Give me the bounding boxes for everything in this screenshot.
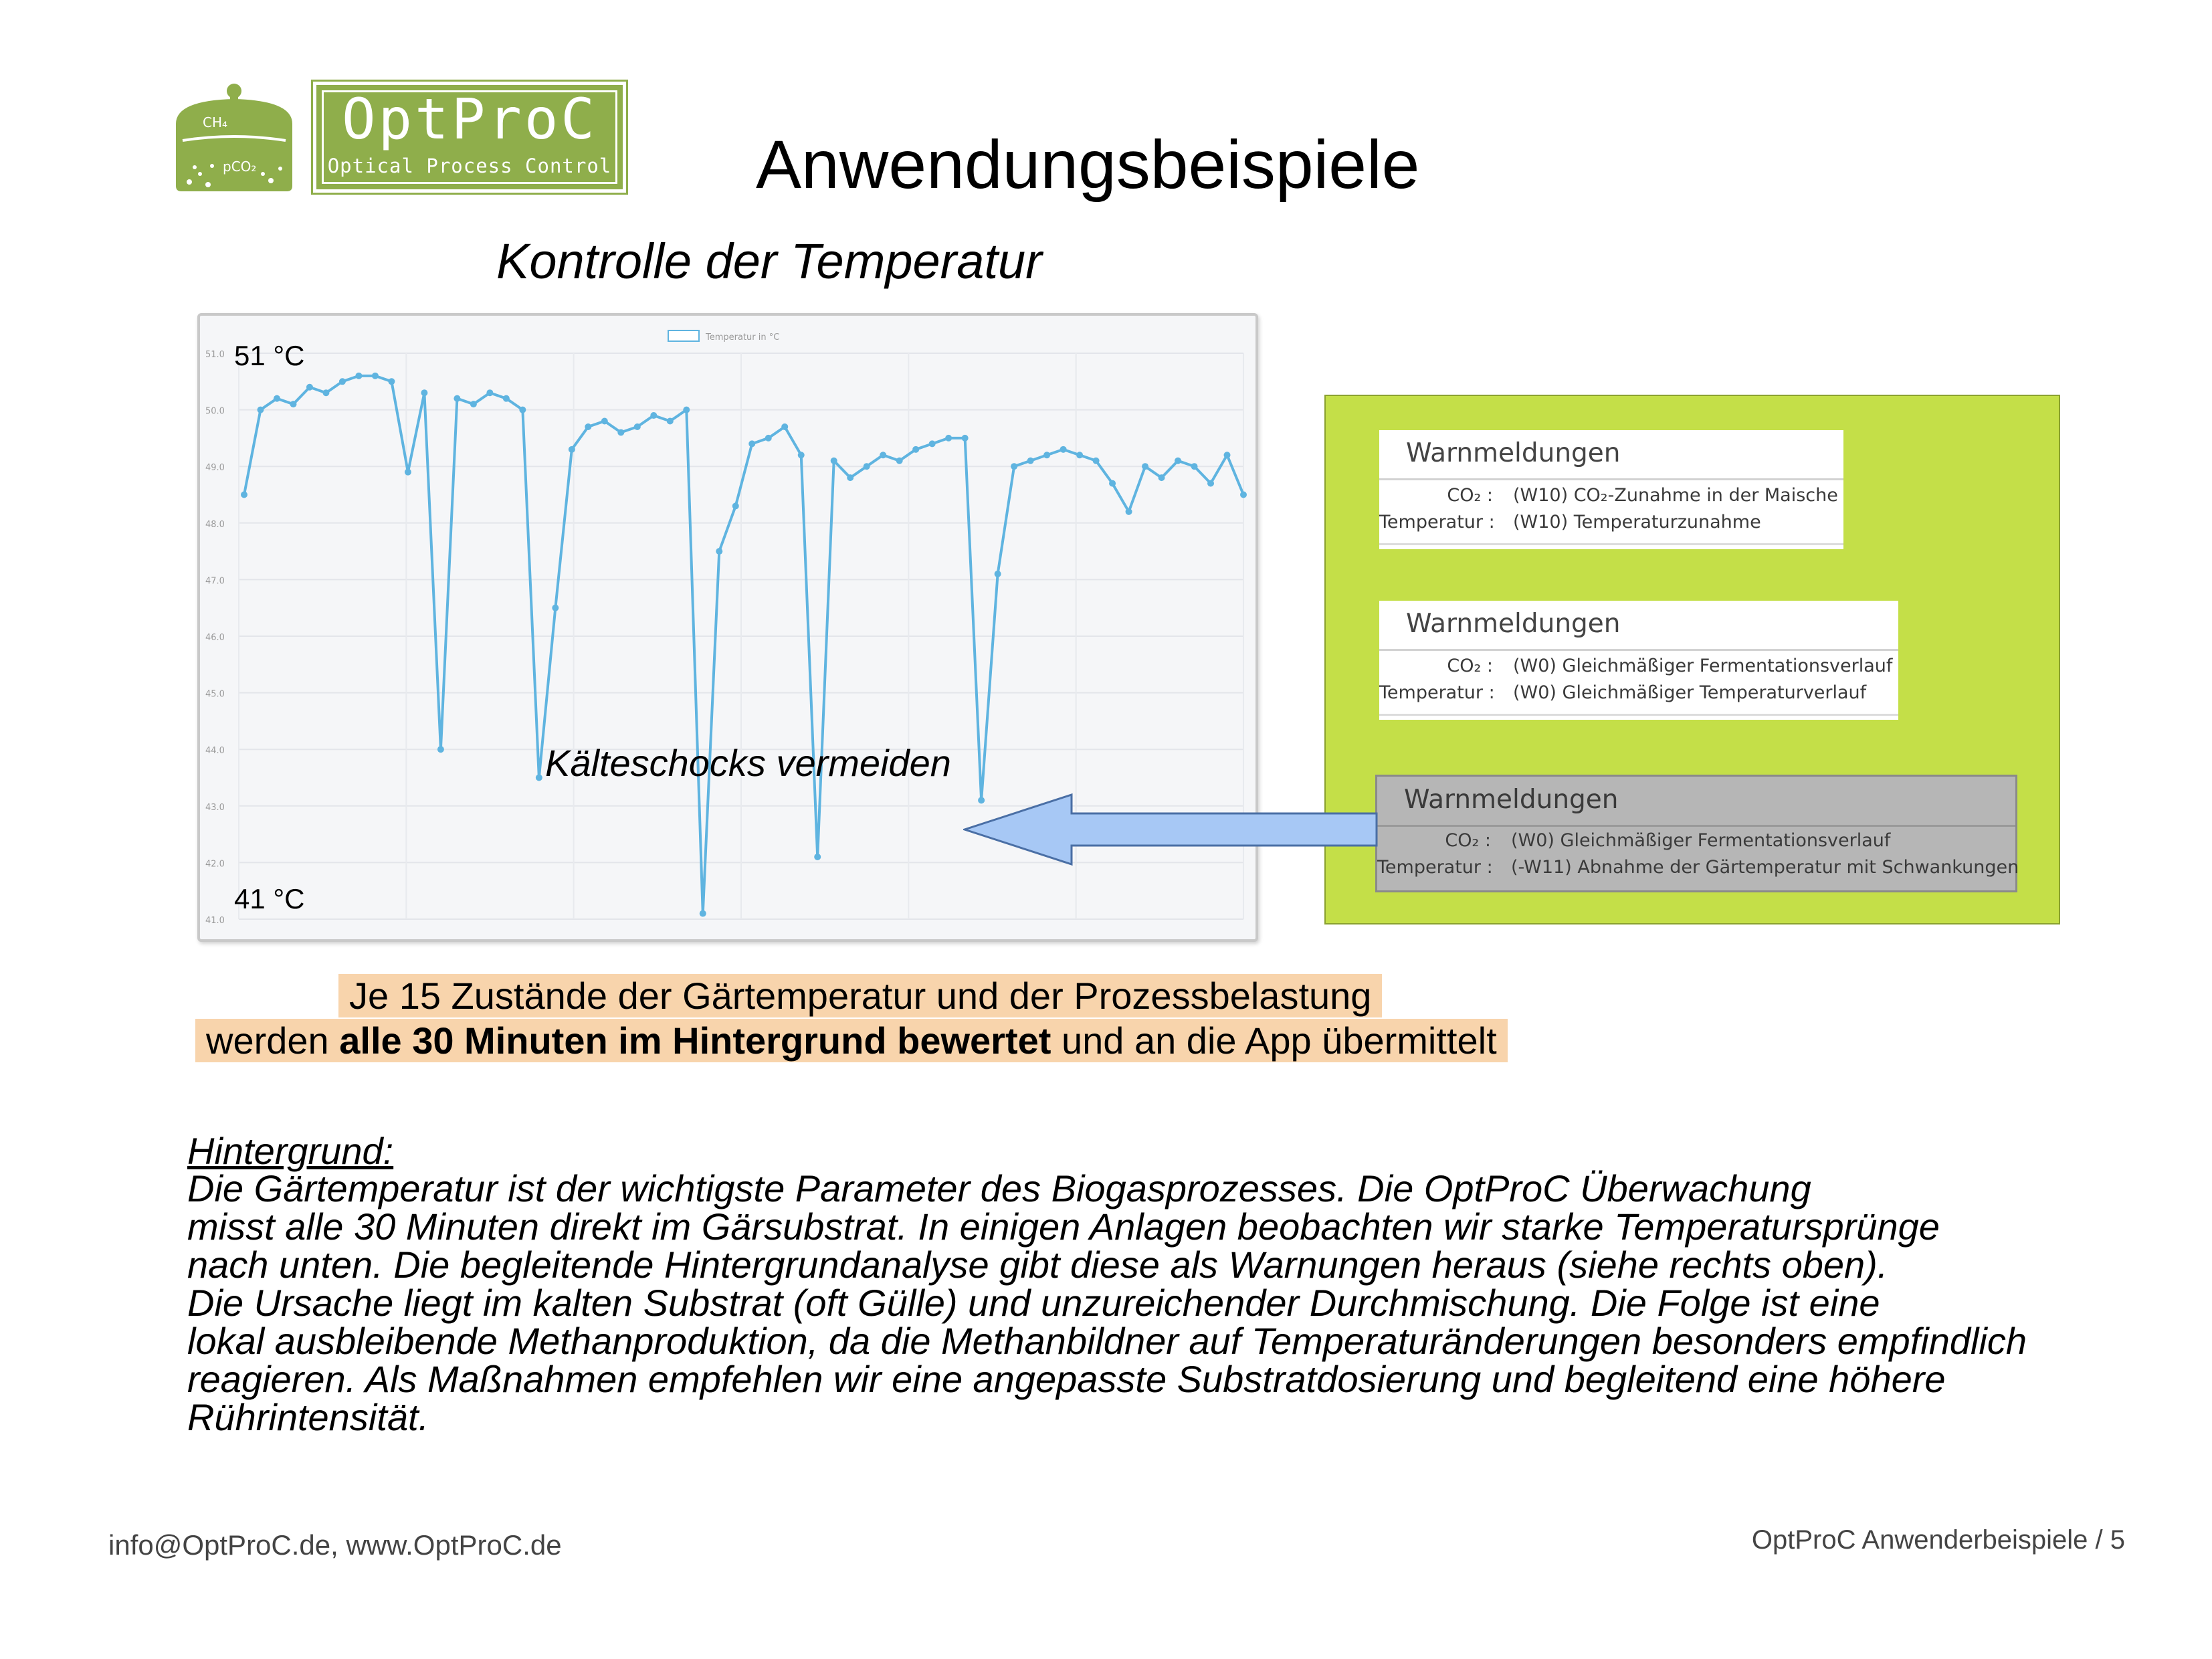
data-point xyxy=(536,775,542,781)
footer-contact: info@OptProC.de, www.OptProC.de xyxy=(108,1529,562,1561)
data-point xyxy=(912,446,919,453)
svg-text:CH₄: CH₄ xyxy=(203,114,228,130)
data-point xyxy=(257,407,264,413)
data-point xyxy=(1240,492,1247,498)
paragraph-line: misst alle 30 Minuten direkt im Gärsubstrat. In einigen Anlagen beobachten wir starke Temperatursprünge xyxy=(187,1205,1940,1248)
data-point xyxy=(765,435,772,442)
warning-key: CO₂ : xyxy=(1447,485,1493,506)
paragraph-line: Die Ursache liegt im kalten Substrat (oft Gülle) und unzureichender Durchmischung. Die Folge ist eine xyxy=(187,1282,1880,1324)
background-heading: Hintergrund: xyxy=(187,1130,394,1172)
data-point xyxy=(732,502,739,509)
warning-value: (W10) CO₂-Zunahme in der Maische xyxy=(1513,485,1838,506)
data-point xyxy=(650,412,657,419)
warning-value: (W0) Gleichmäßiger Fermentationsverlauf xyxy=(1511,830,1891,851)
page-title: Anwendungsbeispiele xyxy=(756,126,1420,203)
data-point xyxy=(355,373,362,379)
legend-swatch xyxy=(668,330,699,341)
logo-wordmark xyxy=(313,82,626,193)
data-point xyxy=(339,378,346,385)
data-point xyxy=(716,548,722,555)
data-point xyxy=(372,373,379,379)
warning-value: (W0) Gleichmäßiger Fermentationsverlauf xyxy=(1513,656,1893,676)
warning-key: Temperatur : xyxy=(1379,512,1495,532)
data-point xyxy=(388,378,395,385)
data-point xyxy=(814,854,821,860)
left-arrow-icon xyxy=(963,793,1378,866)
data-point xyxy=(1207,480,1214,487)
data-point xyxy=(781,423,788,430)
data-point xyxy=(470,401,477,407)
logo-title: OptProC xyxy=(341,86,597,152)
data-point xyxy=(1093,458,1100,464)
paragraph-line: reagieren. Als Maßnahmen empfehlen wir eine angepasste Substratdosierung und begleitend eine höhere xyxy=(187,1358,1946,1400)
warning-value: (-W11) Abnahme der Gärtemperatur mit Schwankungen xyxy=(1511,857,2019,878)
y-tick-label: 49.0 xyxy=(205,463,225,474)
chart-annotation: Kälteschocks vermeiden xyxy=(545,742,951,784)
paragraph-line: lokal ausbleibende Methanproduktion, da die Methanbildner auf Temperaturänderungen besonders empfindlich xyxy=(187,1320,2027,1362)
data-point xyxy=(995,571,1001,577)
data-point xyxy=(437,746,444,753)
data-point xyxy=(552,605,559,611)
data-point xyxy=(421,389,427,396)
data-point xyxy=(274,395,280,402)
warning-key: CO₂ : xyxy=(1445,830,1491,851)
paragraph-line: Rührintensität. xyxy=(187,1396,429,1438)
y-tick-label: 46.0 xyxy=(205,633,225,643)
data-point xyxy=(962,435,969,442)
y-tick-label: 43.0 xyxy=(205,802,225,813)
data-point xyxy=(847,474,853,481)
data-point xyxy=(241,492,247,498)
data-point xyxy=(683,407,690,413)
chart-max-label: 51 °C xyxy=(234,340,305,371)
y-tick-label: 45.0 xyxy=(205,689,225,700)
y-tick-label: 51.0 xyxy=(205,350,225,360)
warning-title: Warnmeldungen xyxy=(1406,438,1621,468)
data-point xyxy=(880,452,886,458)
data-point xyxy=(634,423,641,430)
data-point xyxy=(1060,446,1067,453)
legend-label: Temperatur in °C xyxy=(706,332,780,343)
warning-key: Temperatur : xyxy=(1379,682,1495,703)
data-point xyxy=(569,446,575,453)
y-tick-label: 47.0 xyxy=(205,576,225,587)
data-point xyxy=(585,423,591,430)
data-point xyxy=(1109,480,1116,487)
summary-bold-text: alle 30 Minuten im Hintergrund bewertet xyxy=(339,1019,1051,1062)
warning-card-3-active xyxy=(1375,775,2017,892)
data-point xyxy=(454,395,460,402)
data-point xyxy=(322,389,329,396)
biogas-tank-icon xyxy=(171,74,298,194)
y-tick-label: 41.0 xyxy=(205,916,225,926)
summary-text: werden xyxy=(206,1019,340,1062)
svg-text:pCO₂: pCO₂ xyxy=(223,159,257,175)
data-point xyxy=(601,418,608,425)
data-point xyxy=(929,440,936,447)
warning-key: CO₂ : xyxy=(1447,656,1493,676)
data-point xyxy=(1043,452,1050,458)
data-point xyxy=(1224,452,1231,458)
data-point xyxy=(1027,458,1034,464)
data-point xyxy=(700,910,706,917)
data-point xyxy=(798,452,805,458)
data-point xyxy=(667,418,674,425)
warning-value: (W10) Temperaturzunahme xyxy=(1513,512,1761,532)
warning-value: (W0) Gleichmäßiger Temperaturverlauf xyxy=(1513,682,1867,703)
data-point xyxy=(1076,452,1083,458)
footer-page-info: OptProC Anwenderbeispiele / 5 xyxy=(1751,1525,2125,1555)
background-paragraph xyxy=(187,1169,2181,1436)
y-tick-label: 50.0 xyxy=(205,406,225,417)
y-tick-label: 44.0 xyxy=(205,746,225,757)
data-point xyxy=(1011,463,1017,470)
data-point xyxy=(519,407,526,413)
paragraph-line: nach unten. Die begleitende Hintergrundanalyse gibt diese als Warnungen heraus (siehe rechts oben). xyxy=(187,1244,1888,1286)
logo-subtitle: Optical Process Control xyxy=(327,155,612,177)
data-point xyxy=(617,429,624,435)
warning-key: Temperatur : xyxy=(1377,857,1493,878)
data-point xyxy=(864,463,870,470)
data-point xyxy=(1142,463,1148,470)
data-point xyxy=(1175,458,1181,464)
data-point xyxy=(748,440,755,447)
data-point xyxy=(405,469,411,476)
data-point xyxy=(1126,508,1132,515)
warning-card-2 xyxy=(1379,601,1898,720)
data-point xyxy=(503,395,510,402)
chart-min-label: 41 °C xyxy=(234,883,305,914)
data-point xyxy=(1159,474,1165,481)
summary-line-2 xyxy=(195,1019,1508,1062)
y-tick-label: 48.0 xyxy=(205,519,225,530)
data-point xyxy=(486,389,493,396)
warning-title: Warnmeldungen xyxy=(1404,785,1619,815)
data-point xyxy=(896,458,903,464)
section-subtitle: Kontrolle der Temperatur xyxy=(496,233,1042,289)
data-point xyxy=(290,401,296,407)
warning-card-1 xyxy=(1379,430,1843,549)
warning-title: Warnmeldungen xyxy=(1406,609,1621,639)
data-point xyxy=(1191,463,1198,470)
summary-text: und an die App übermittelt xyxy=(1051,1019,1497,1062)
summary-line-1: Je 15 Zustände der Gärtemperatur und der Prozessbelastung xyxy=(338,974,1382,1017)
paragraph-line: Die Gärtemperatur ist der wichtigste Parameter des Biogasprozesses. Die OptProC Überwachung xyxy=(187,1167,1811,1209)
data-point xyxy=(831,458,837,464)
data-point xyxy=(945,435,952,442)
y-tick-label: 42.0 xyxy=(205,859,225,870)
data-point xyxy=(306,384,313,391)
